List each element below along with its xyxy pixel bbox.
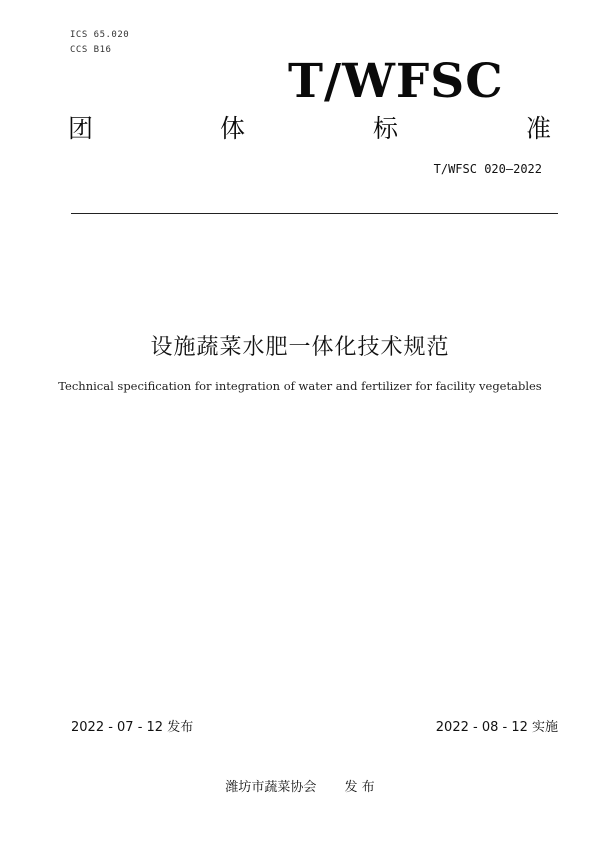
issuer-name: 潍坊市蔬菜协会 [225, 780, 317, 795]
category-char-2: 体 [220, 114, 246, 143]
document-title-english: Technical specification for integration of water and fertilizer for facility vegetables [58, 379, 542, 393]
standard-code-logo: T/WFSC [288, 54, 504, 109]
ics-code: ICS 65.020 [70, 30, 130, 40]
issue-date: 2022 - 07 - 12 发布 [71, 720, 194, 735]
category-char-4: 准 [526, 114, 552, 143]
document-title-chinese: 设施蔬菜水肥一体化技术规范 [150, 335, 450, 360]
ccs-code: CCS B16 [70, 45, 112, 55]
header-divider [71, 213, 558, 214]
issuer-action: 发 布 [344, 780, 375, 795]
issuer-line [0, 776, 600, 795]
implementation-date: 2022 - 08 - 12 实施 [435, 720, 558, 735]
category-char-1: 团 [68, 114, 94, 143]
category-char-3: 标 [373, 114, 399, 143]
standard-number: T/WFSC 020—2022 [433, 162, 542, 176]
